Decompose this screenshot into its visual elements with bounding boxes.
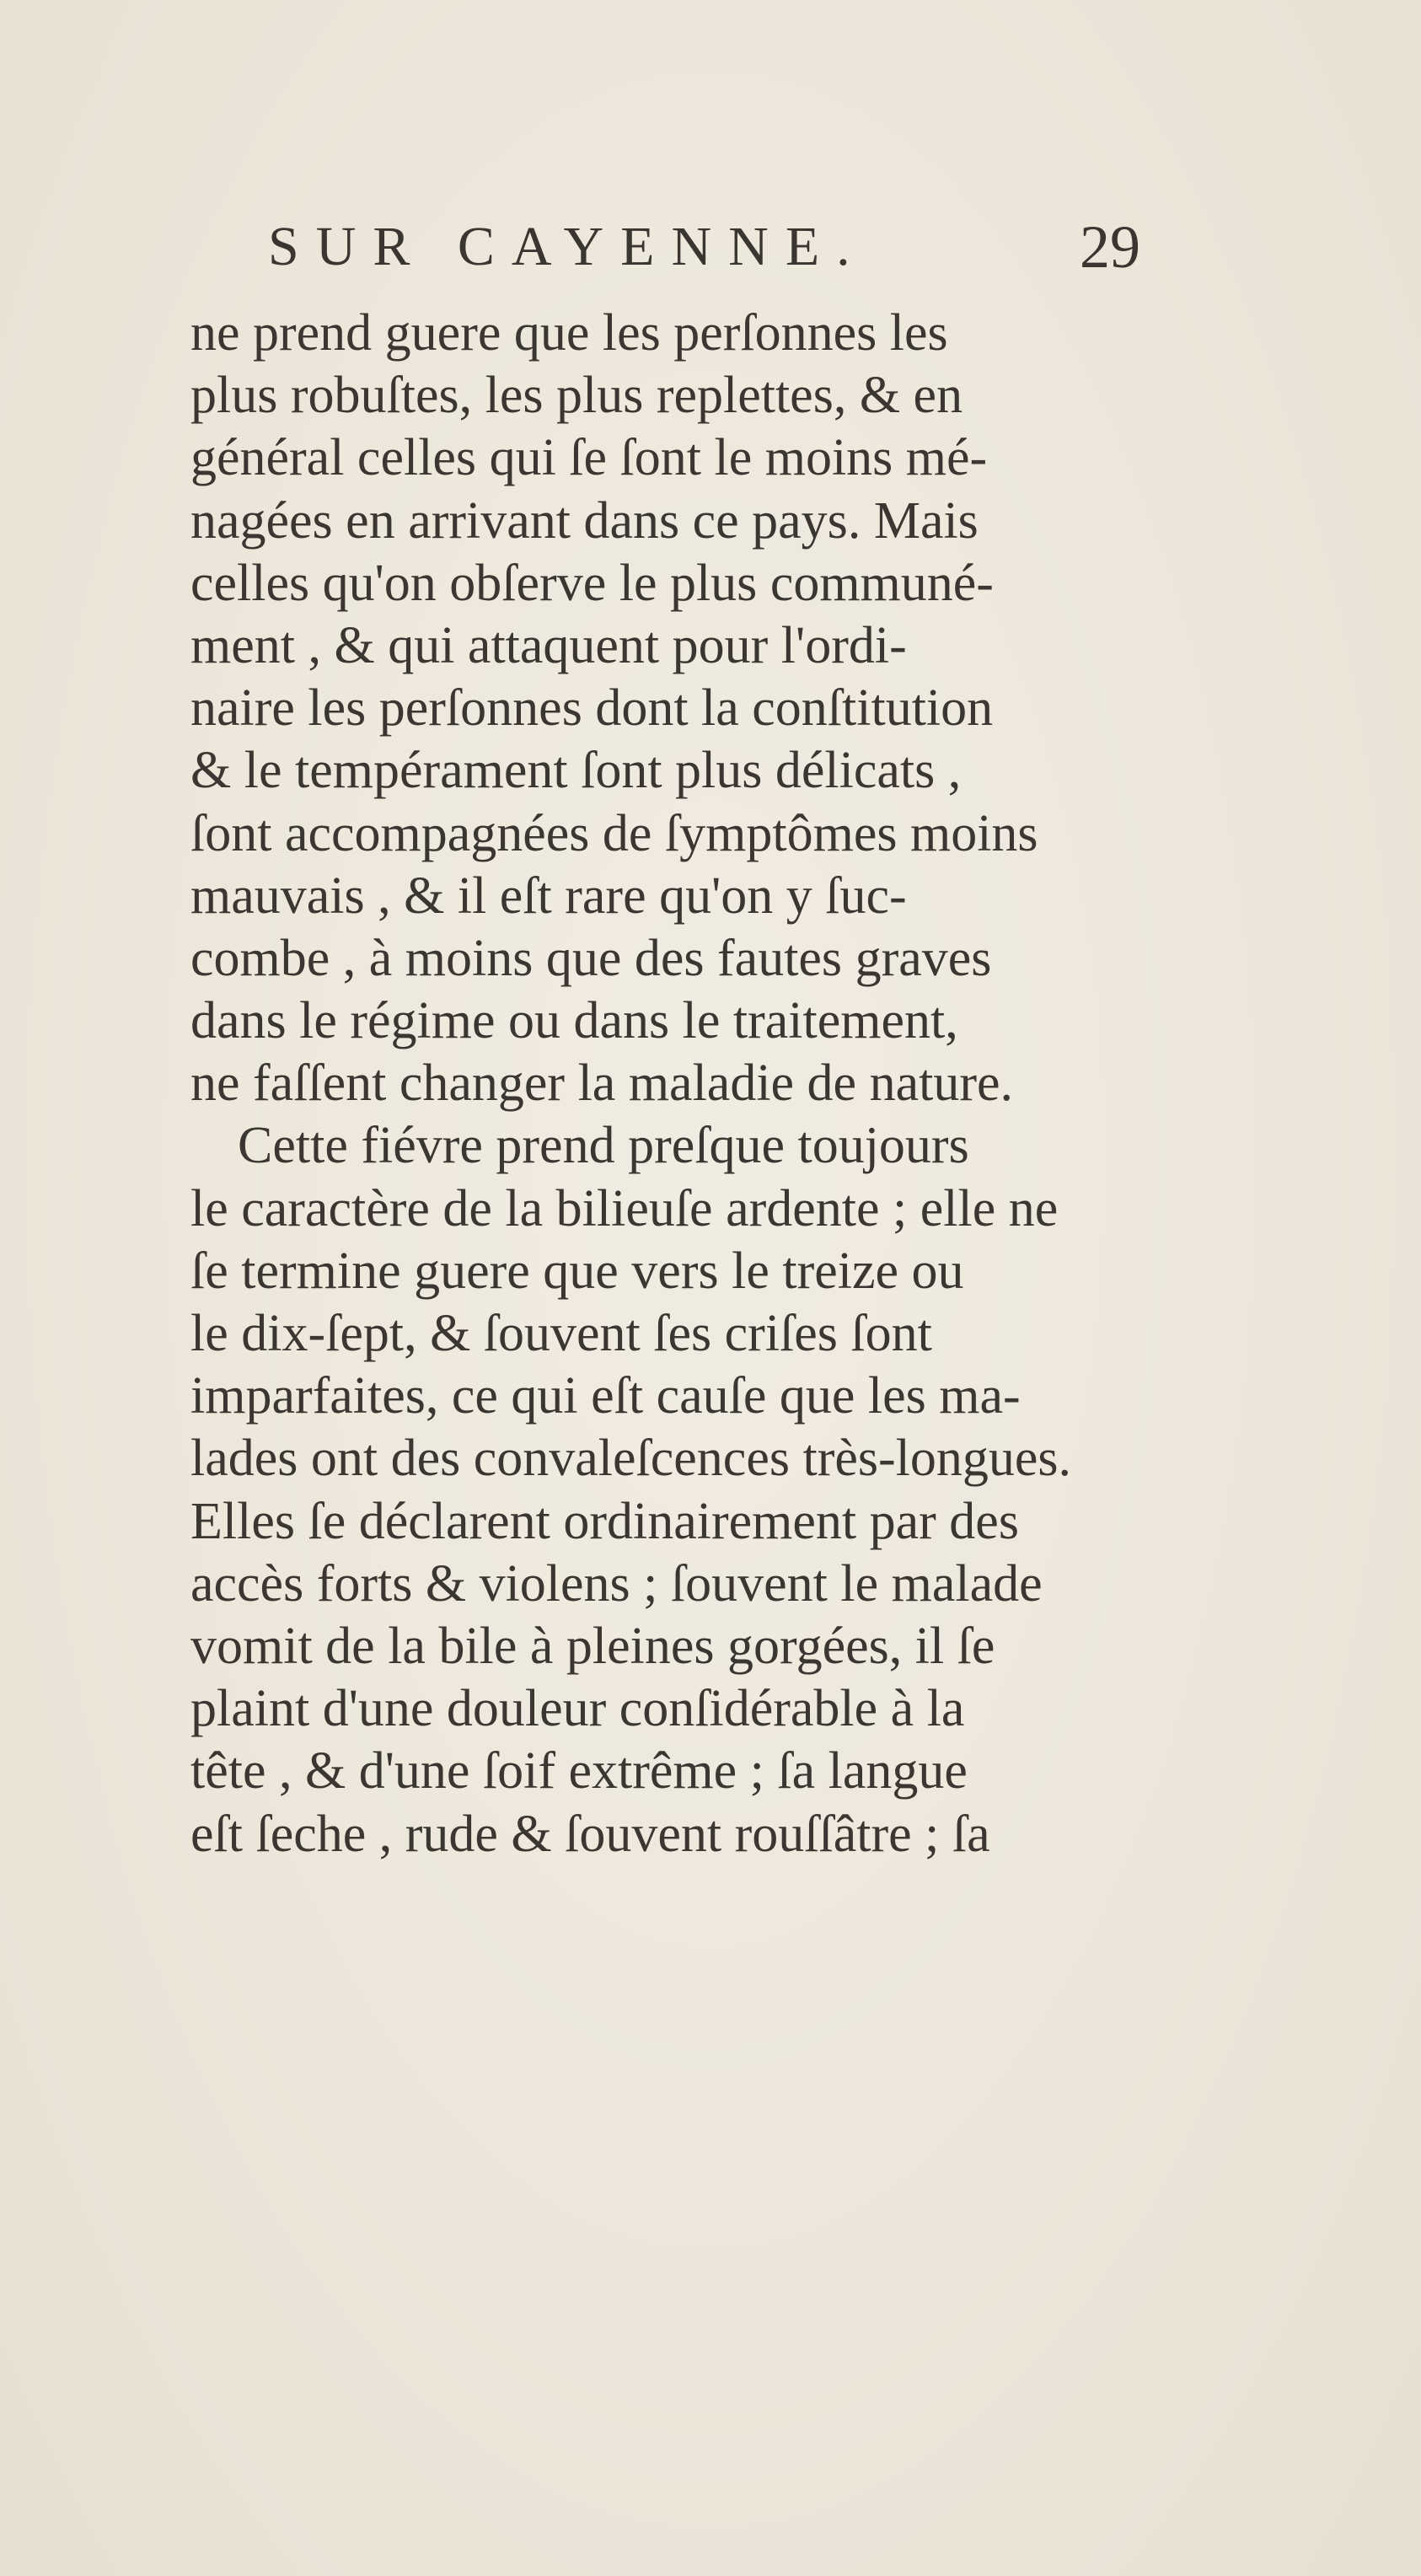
text-line: mauvais , & il eſt rare qu'on y ſuc- — [190, 867, 907, 925]
text-line: dans le régime ou dans le traitement, — [190, 992, 958, 1050]
text-line: ne faſſent changer la maladie de nature. — [190, 1055, 1013, 1113]
text-line: ſont accompagnées de ſymptômes moins — [190, 804, 1038, 862]
text-line: naire les perſonnes dont la conſtitution — [190, 679, 994, 738]
text-line: vomit de la bile à pleines gorgées, il ſe — [190, 1617, 995, 1675]
text-line: le caractère de la bilieuſe ardente ; elle ne — [190, 1179, 1059, 1237]
text-line: ne prend guere que les perſonnes les — [190, 304, 948, 362]
text-line: nagées en arrivant dans ce pays. Mais — [190, 491, 979, 550]
text-line: Elles ſe déclarent ordinairement par des — [190, 1492, 1019, 1550]
body-text — [190, 302, 1143, 1865]
text-line: plus robuſtes, les plus replettes, & en — [190, 367, 963, 425]
text-line: accès forts & violens ; ſouvent le malade — [190, 1554, 1043, 1613]
text-line: imparfaites, ce qui eſt cauſe que les ma- — [190, 1367, 1021, 1425]
paragraph-start-line: Cette fiévre prend preſque toujours — [238, 1117, 969, 1175]
page-header — [268, 209, 1140, 285]
text-line: & le tempérament ſont plus délicats , — [190, 742, 962, 800]
text-line: plaint d'une douleur conſidérable à la — [190, 1680, 965, 1738]
text-line: le dix-ſept, & ſouvent ſes criſes ſont — [190, 1305, 932, 1362]
text-line: ſe termine guere que vers le treize ou — [190, 1242, 964, 1300]
text-line: combe , à moins que des fautes graves — [190, 929, 992, 987]
text-line: celles qu'on obſerve le plus communé- — [190, 554, 994, 612]
text-line: général celles qui ſe ſont le moins mé- — [190, 429, 988, 487]
page-number: 29 — [1080, 213, 1140, 281]
text-line: lades ont des convaleſcences très-longues. — [190, 1430, 1072, 1488]
text-line: ment , & qui attaquent pour l'ordi- — [190, 616, 907, 674]
text-line: tête , & d'une ſoif extrême ; ſa langue — [190, 1742, 968, 1801]
text-line: eſt ſeche , rude & ſouvent rouſſâtre ; ſa — [190, 1805, 990, 1863]
running-title: SUR CAYENNE. — [268, 216, 867, 277]
